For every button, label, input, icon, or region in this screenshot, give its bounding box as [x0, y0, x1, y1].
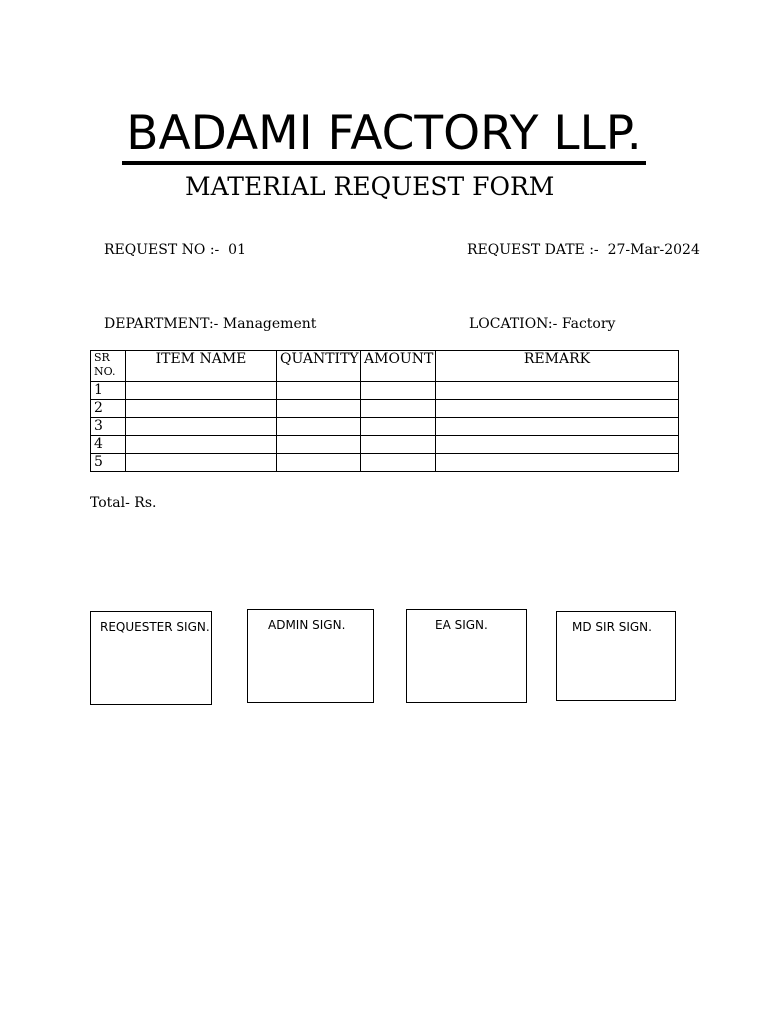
cell-item-name[interactable]: [126, 418, 277, 436]
table-row: [91, 382, 679, 400]
cell-remark[interactable]: [436, 382, 679, 400]
ea-sign-box[interactable]: [406, 609, 527, 703]
request-date-field: [467, 241, 700, 259]
location-field: [469, 315, 615, 333]
cell-quantity[interactable]: [277, 418, 361, 436]
request-date-label: REQUEST DATE :-: [467, 242, 599, 258]
cell-sr-no: 1: [91, 382, 126, 400]
form-title: MATERIAL REQUEST FORM: [185, 172, 555, 201]
department-field: [104, 315, 316, 333]
cell-sr-no: 5: [91, 454, 126, 472]
cell-amount[interactable]: [361, 418, 436, 436]
cell-item-name[interactable]: [126, 382, 277, 400]
admin-sign-box[interactable]: [247, 609, 374, 703]
cell-remark[interactable]: [436, 418, 679, 436]
md-sign-label: MD SIR SIGN.: [572, 620, 652, 634]
cell-remark[interactable]: [436, 400, 679, 418]
admin-sign-label: ADMIN SIGN.: [268, 618, 346, 632]
col-header-sr-line2: NO.: [94, 365, 116, 378]
cell-item-name[interactable]: [126, 454, 277, 472]
request-no-label: REQUEST NO :-: [104, 242, 220, 258]
cell-item-name[interactable]: [126, 436, 277, 454]
department-value: Management: [222, 316, 317, 332]
total-label: Total- Rs.: [90, 495, 157, 511]
company-title: [0, 104, 768, 164]
cell-amount[interactable]: [361, 454, 436, 472]
cell-amount[interactable]: [361, 436, 436, 454]
cell-sr-no: 2: [91, 400, 126, 418]
col-header-quantity: QUANTITY: [277, 351, 361, 382]
request-date-value: 27-Mar-2024: [607, 242, 700, 258]
cell-quantity[interactable]: [277, 436, 361, 454]
request-no-field: [104, 241, 246, 259]
department-label: DEPARTMENT:-: [104, 316, 219, 332]
cell-item-name[interactable]: [126, 400, 277, 418]
table-header-row: [91, 351, 679, 382]
ea-sign-label: EA SIGN.: [435, 618, 488, 632]
request-no-value: 01: [228, 242, 246, 258]
cell-amount[interactable]: [361, 400, 436, 418]
company-name: BADAMI FACTORY LLP.: [122, 106, 645, 165]
cell-sr-no: 4: [91, 436, 126, 454]
cell-remark[interactable]: [436, 436, 679, 454]
cell-remark[interactable]: [436, 454, 679, 472]
table-row: [91, 418, 679, 436]
location-label: LOCATION:-: [469, 316, 558, 332]
table-row: [91, 436, 679, 454]
col-header-remark: REMARK: [436, 351, 679, 382]
items-table: [90, 350, 679, 472]
location-value: Factory: [561, 316, 616, 332]
cell-quantity[interactable]: [277, 400, 361, 418]
col-header-sr-line1: SR: [94, 351, 110, 364]
cell-quantity[interactable]: [277, 382, 361, 400]
md-sign-box[interactable]: [556, 611, 676, 701]
col-header-sr-no: [91, 351, 126, 382]
cell-amount[interactable]: [361, 382, 436, 400]
cell-quantity[interactable]: [277, 454, 361, 472]
table-row: [91, 454, 679, 472]
requester-sign-box[interactable]: [90, 611, 212, 705]
requester-sign-label: REQUESTER SIGN.: [100, 620, 210, 634]
table-row: [91, 400, 679, 418]
col-header-item-name: ITEM NAME: [126, 351, 277, 382]
cell-sr-no: 3: [91, 418, 126, 436]
col-header-amount: AMOUNT: [361, 351, 436, 382]
